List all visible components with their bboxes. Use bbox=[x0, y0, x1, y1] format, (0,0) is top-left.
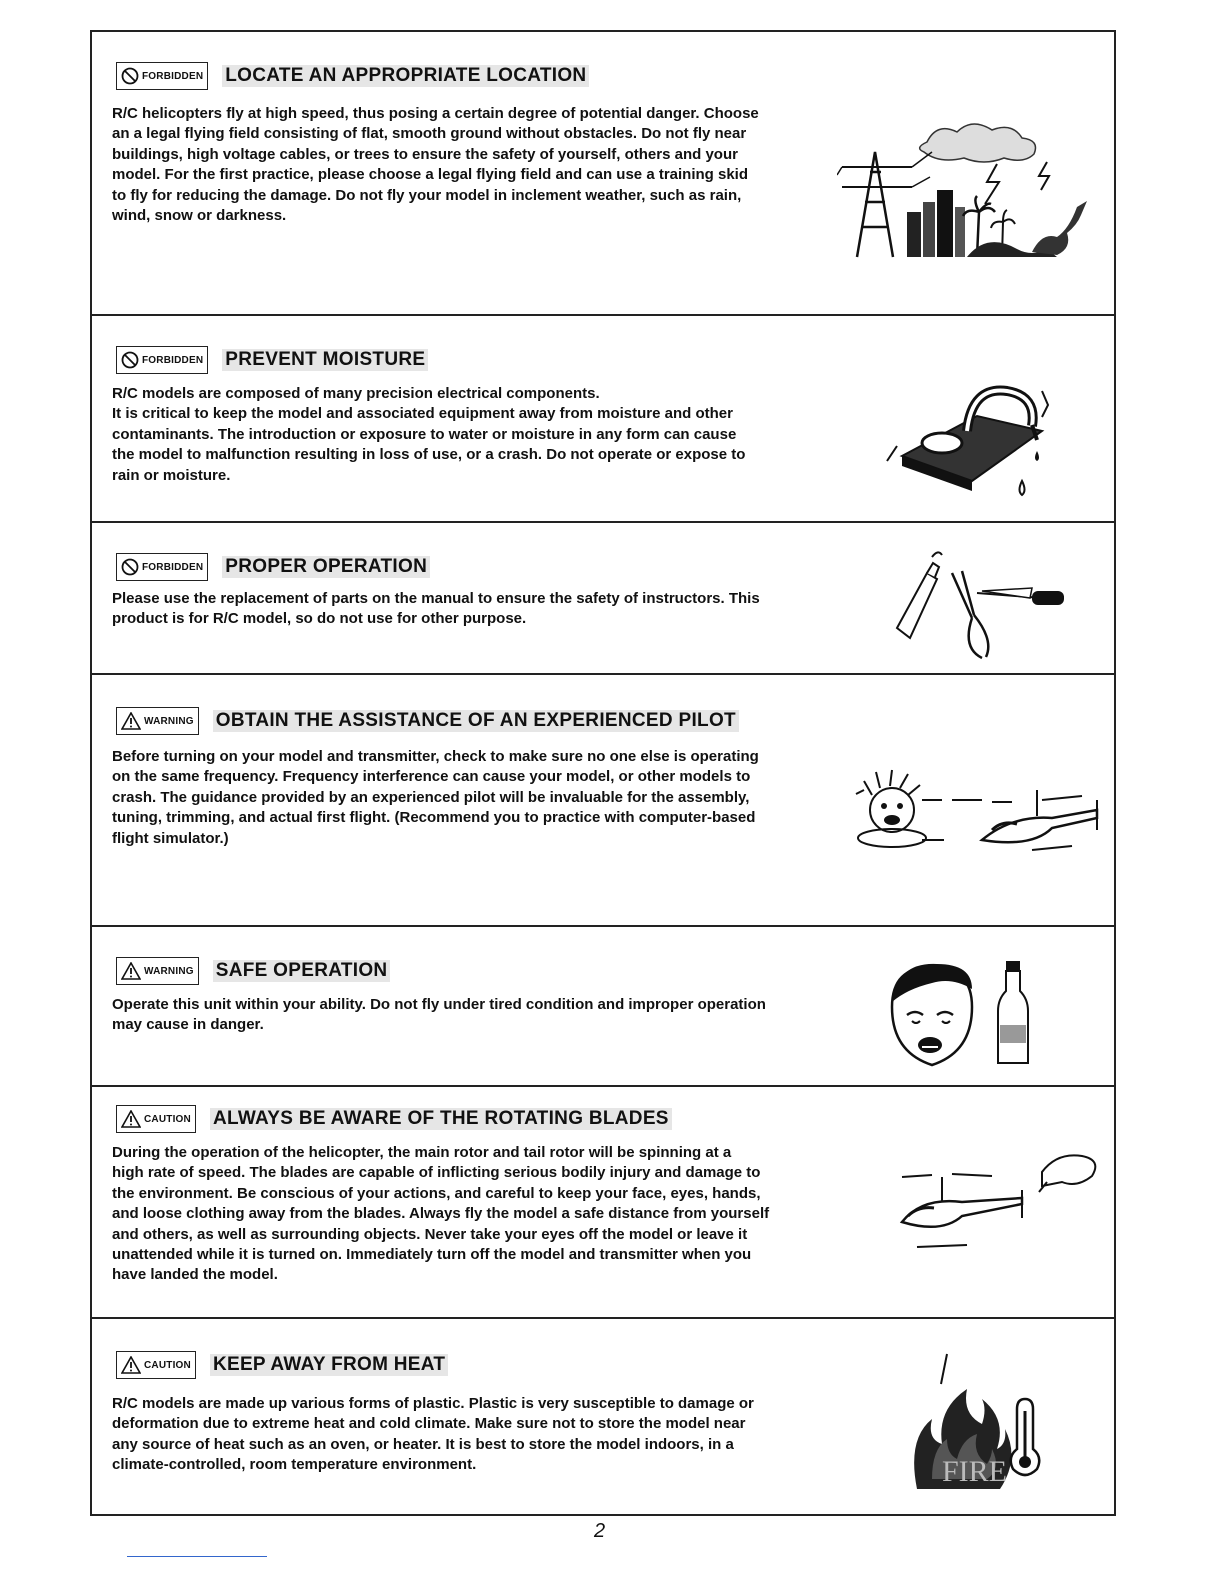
section-heading: OBTAIN THE ASSISTANCE OF AN EXPERIENCED PILOT bbox=[213, 710, 739, 732]
tools-illustration bbox=[882, 543, 1082, 663]
forbidden-badge bbox=[116, 62, 208, 90]
section-heading: SAFE OPERATION bbox=[213, 960, 391, 982]
tired-face-bottle-illustration bbox=[882, 957, 1042, 1072]
helicopter-hand-illustration bbox=[882, 1152, 1112, 1262]
body-line: climate-controlled, room temperature environment. bbox=[112, 1456, 477, 1474]
forbidden-badge bbox=[116, 346, 208, 374]
prohibited-icon bbox=[121, 558, 139, 576]
section-prevent-moisture bbox=[92, 316, 1114, 523]
warning-badge bbox=[116, 957, 199, 985]
warning-triangle-icon bbox=[121, 1356, 141, 1374]
warning-badge bbox=[116, 707, 199, 735]
body-line: Please use the replacement of parts on the manual to ensure the safety of instructors. This bbox=[112, 590, 760, 607]
body-line: Operate this unit within your ability. Do not fly under tired condition and improper operation bbox=[112, 996, 766, 1013]
badge-label: CAUTION bbox=[144, 1359, 191, 1371]
badge-label: CAUTION bbox=[144, 1113, 191, 1125]
section-heading: PROPER OPERATION bbox=[222, 556, 430, 578]
body-line: unattended while it is turned on. Immediately turn off the model and transmitter when you bbox=[112, 1246, 752, 1264]
body-line: have landed the model. bbox=[112, 1266, 278, 1284]
footer-line bbox=[127, 1556, 267, 1557]
section-body bbox=[112, 747, 832, 849]
body-line: crash. The guidance provided by an experienced pilot will be invaluable for the assembly, bbox=[112, 788, 750, 806]
caution-badge bbox=[116, 1105, 196, 1133]
caution-badge bbox=[116, 1351, 196, 1379]
body-line: wind, snow or darkness. bbox=[112, 207, 287, 225]
body-line: may cause in danger. bbox=[112, 1016, 264, 1034]
section-body bbox=[112, 1143, 832, 1286]
badge-label: FORBIDDEN bbox=[142, 70, 204, 82]
body-line: It is critical to keep the model and associated equipment away from moisture and other bbox=[112, 405, 733, 423]
badge-label: WARNING bbox=[144, 965, 194, 977]
body-line: an a legal flying field consisting of flat, smooth ground without obstacles. Do not fly near bbox=[112, 125, 747, 143]
body-line: to fly for reducing the damage. Do not fly your model in inclement weather, such as rain, bbox=[112, 186, 742, 204]
section-body bbox=[112, 104, 832, 226]
badge-label: FORBIDDEN bbox=[142, 561, 204, 573]
body-line: rain or moisture. bbox=[112, 466, 231, 484]
storm-city-illustration bbox=[837, 112, 1097, 262]
body-line: tuning, trimming, and actual first flight. (Recommend you to practice with computer-based bbox=[112, 809, 756, 827]
body-line: buildings, high voltage cables, or trees to ensure the safety of yourself, others and your bbox=[112, 145, 738, 163]
body-line: Before turning on your model and transmitter, check to make sure no one else is operating bbox=[112, 748, 759, 765]
section-proper-operation bbox=[92, 523, 1114, 675]
safety-frame bbox=[90, 30, 1116, 1516]
forbidden-badge bbox=[116, 553, 208, 581]
body-line: During the operation of the helicopter, the main rotor and tail rotor will be spinning at a bbox=[112, 1144, 732, 1161]
section-locate-location bbox=[92, 32, 1114, 316]
body-line: R/C helicopters fly at high speed, thus posing a certain degree of potential danger. Choose bbox=[112, 105, 759, 122]
body-line: and others, as well as surrounding objects. Never take your eyes off the model or leave it bbox=[112, 1225, 748, 1243]
fire-label: FIRE bbox=[942, 1455, 1008, 1488]
body-line: on the same frequency. Frequency interference can cause your model, or other models to bbox=[112, 768, 751, 786]
body-line: R/C models are composed of many precision electrical components. bbox=[112, 385, 600, 402]
section-safe-operation bbox=[92, 927, 1114, 1087]
fire-thermometer-illustration bbox=[907, 1349, 1057, 1499]
body-line: flight simulator.) bbox=[112, 829, 229, 847]
section-heading: PREVENT MOISTURE bbox=[222, 349, 428, 371]
body-line: any source of heat such as an oven, or heater. It is best to store the model indoors, in a bbox=[112, 1435, 734, 1453]
body-line: deformation due to extreme heat and cold climate. Make sure not to store the model near bbox=[112, 1415, 746, 1433]
body-line: high rate of speed. The blades are capable of inflicting serious bodily injury and damage to bbox=[112, 1164, 761, 1182]
section-heading: LOCATE AN APPROPRIATE LOCATION bbox=[222, 65, 589, 87]
section-experienced-pilot bbox=[92, 675, 1114, 927]
badge-label: WARNING bbox=[144, 715, 194, 727]
crash-illustration bbox=[852, 760, 1112, 870]
section-body bbox=[112, 384, 832, 486]
section-body bbox=[112, 589, 832, 630]
prohibited-icon bbox=[121, 351, 139, 369]
prohibited-icon bbox=[121, 67, 139, 85]
section-rotating-blades bbox=[92, 1087, 1114, 1319]
body-line: product is for R/C model, so do not use for other purpose. bbox=[112, 610, 527, 628]
body-line: R/C models are made up various forms of plastic. Plastic is very susceptible to damage or bbox=[112, 1395, 754, 1412]
section-heading: KEEP AWAY FROM HEAT bbox=[210, 1354, 448, 1376]
body-line: contaminants. The introduction or exposure to water or moisture in any form can cause bbox=[112, 425, 737, 443]
section-body bbox=[112, 995, 832, 1036]
section-body bbox=[112, 1394, 832, 1476]
warning-triangle-icon bbox=[121, 962, 141, 980]
warning-triangle-icon bbox=[121, 1110, 141, 1128]
faucet-illustration bbox=[882, 361, 1057, 501]
section-heading: ALWAYS BE AWARE OF THE ROTATING BLADES bbox=[210, 1108, 672, 1130]
body-line: and loose clothing away from the blades. Always fly the model a safe distance from yourself bbox=[112, 1205, 770, 1223]
body-line: the environment. Be conscious of your actions, and careful to keep your face, eyes, hands, bbox=[112, 1184, 761, 1202]
section-keep-away-heat bbox=[92, 1319, 1114, 1518]
body-line: model. For the first practice, please choose a legal flying field and can use a training skid bbox=[112, 166, 749, 184]
badge-label: FORBIDDEN bbox=[142, 354, 204, 366]
warning-triangle-icon bbox=[121, 712, 141, 730]
body-line: the model to malfunction resulting in loss of use, or a crash. Do not operate or expose to bbox=[112, 446, 746, 464]
page-number: 2 bbox=[594, 1520, 606, 1542]
